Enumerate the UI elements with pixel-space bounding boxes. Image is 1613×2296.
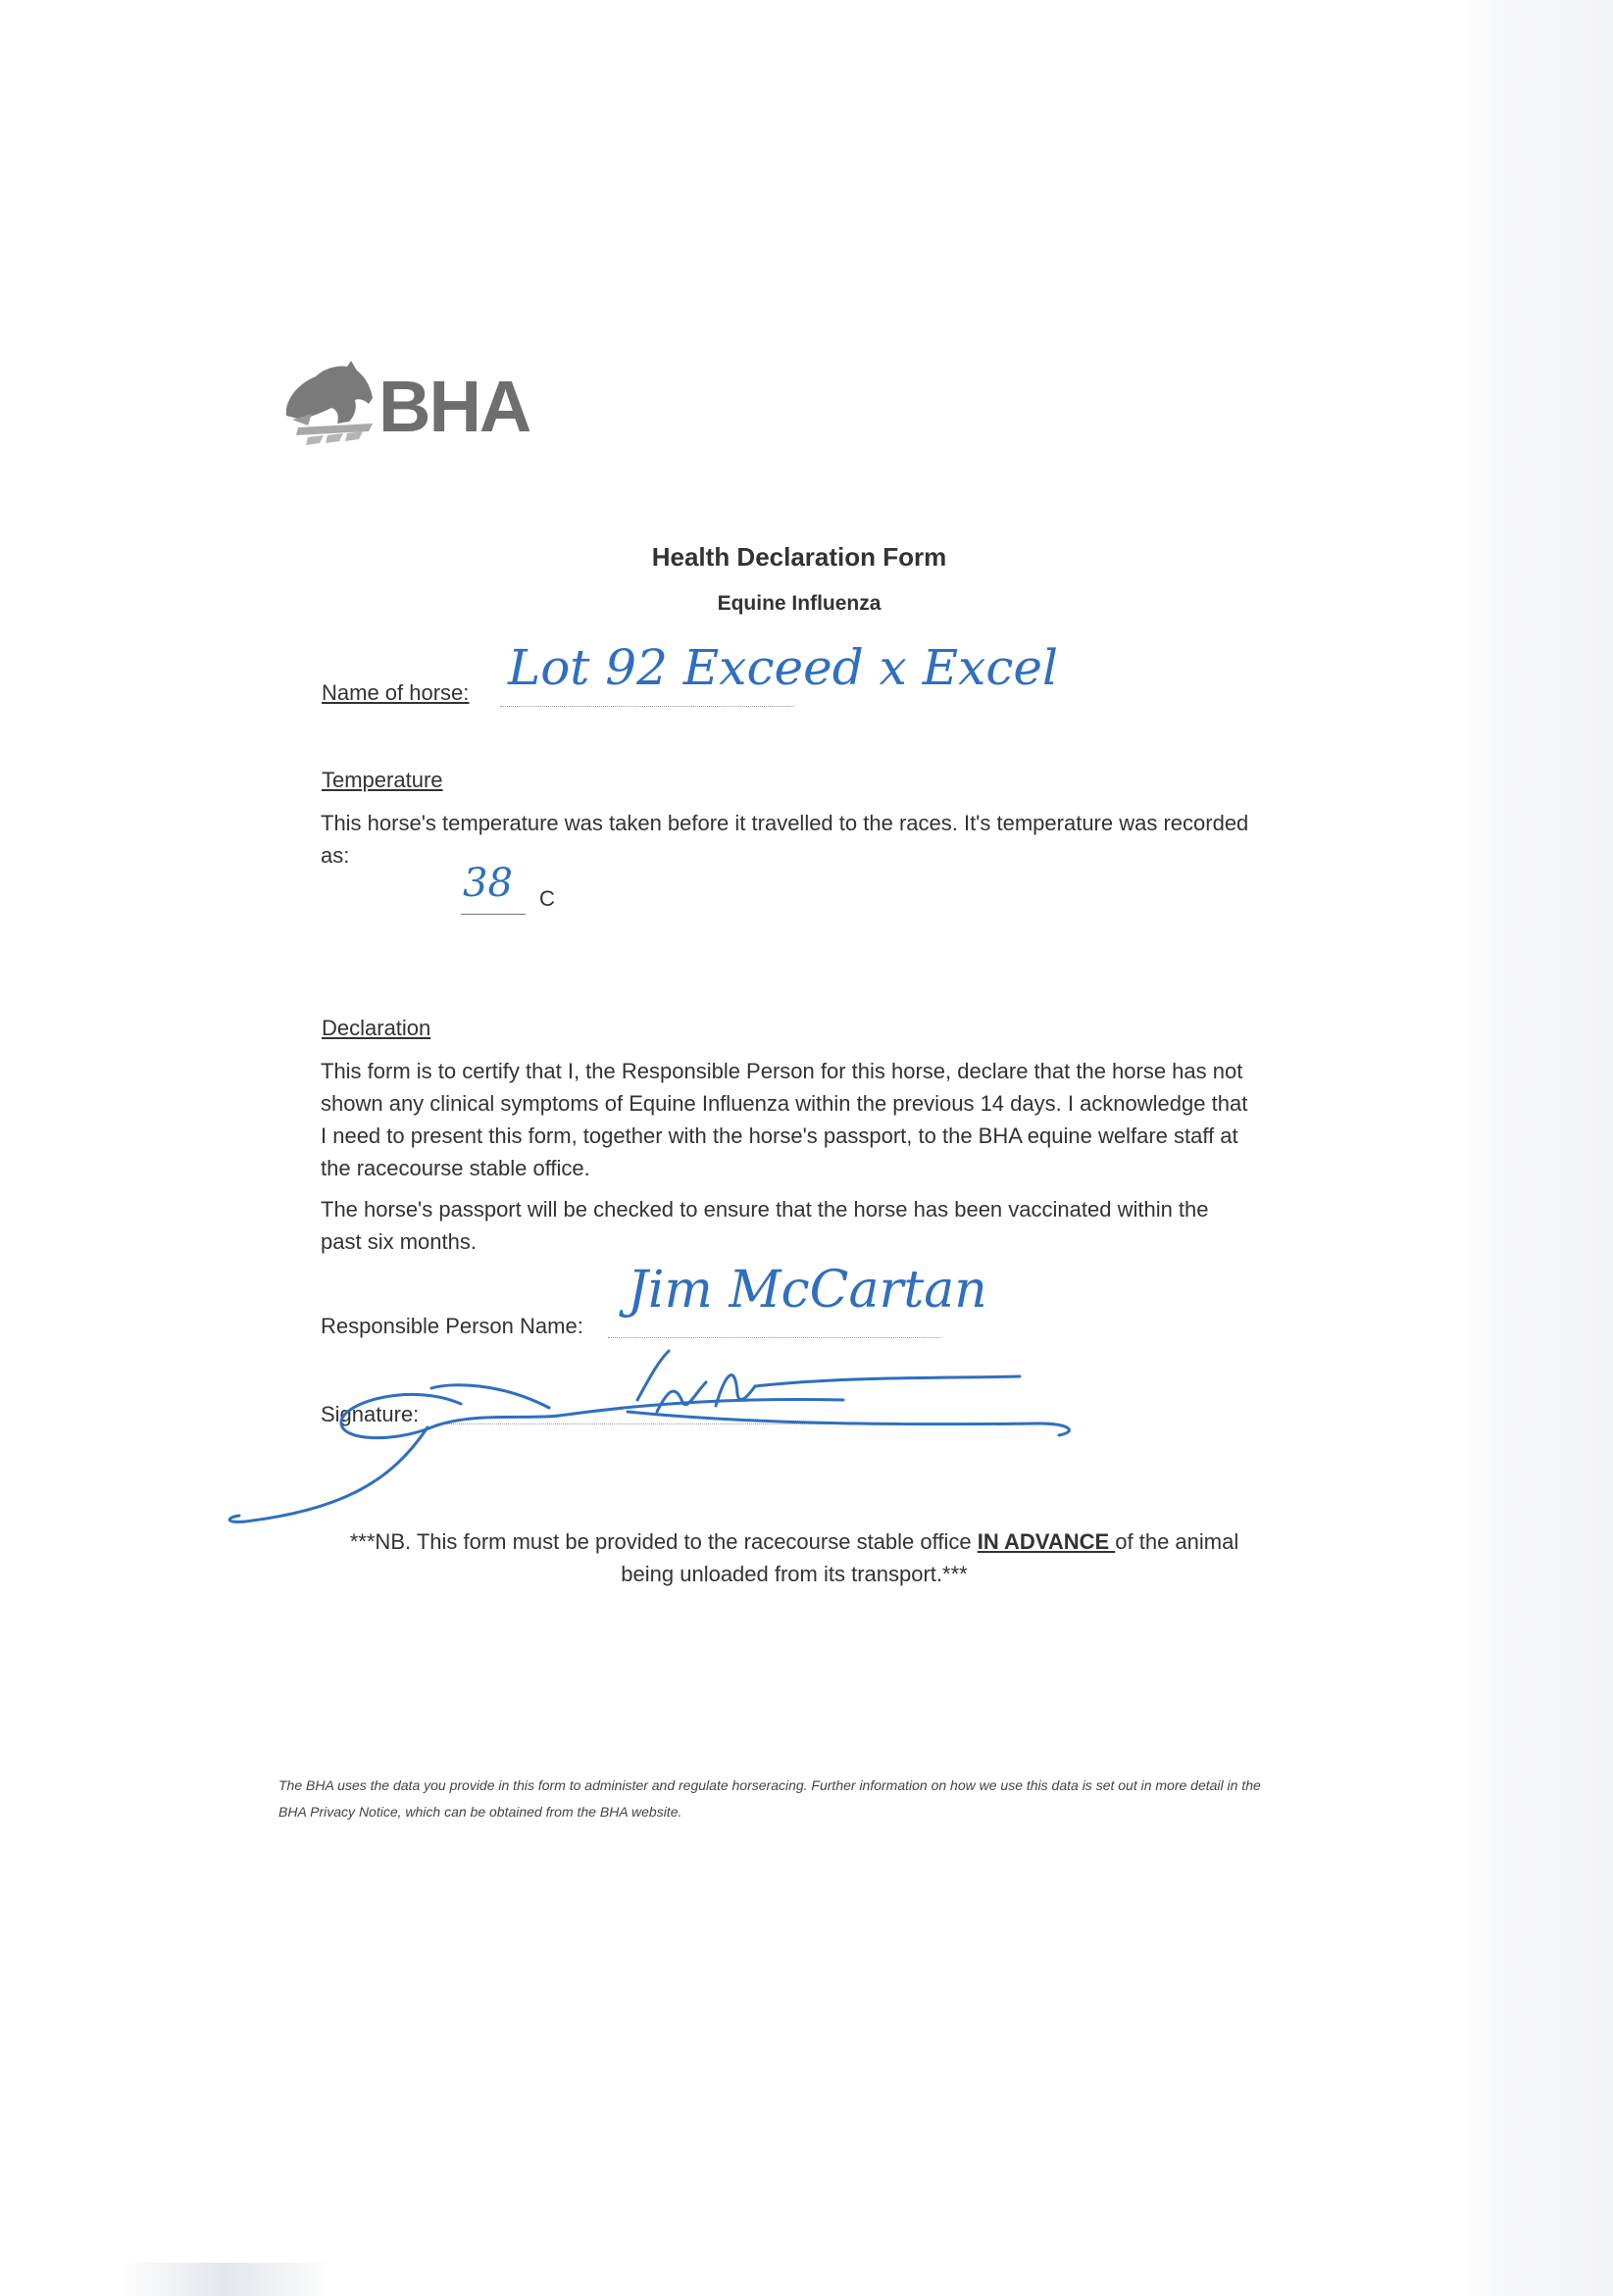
temperature-value: 38 [463, 861, 513, 906]
temperature-line [461, 914, 526, 915]
declaration-paragraph-1: This form is to certify that I, the Responsible Person for this horse, declare that the horse has not shown any clinical symptoms of Equine Influenza within the previous 14 days. I acknowledge that I need to present this form, together with the horse's passport, to the BHA equine welfare staff at the racecourse stable office. [321, 1059, 1248, 1180]
advance-notice [333, 1525, 1255, 1590]
horse-name-value: Lot 92 Exceed x Excel [508, 639, 1058, 696]
temperature-heading: Temperature [322, 768, 443, 792]
responsible-person-value: Jim McCartan [628, 1261, 987, 1320]
declaration-heading: Declaration [322, 1016, 431, 1040]
notice-suffix: of the animal being unloaded from its transport.*** [621, 1529, 1239, 1586]
responsible-person-label: Responsible Person Name: [321, 1314, 583, 1338]
scan-smudge [118, 2263, 333, 2296]
declaration-paragraph-2: The horse's passport will be checked to ensure that the horse has been vaccinated within the past six months. [321, 1197, 1209, 1254]
scan-edge-shadow [1457, 0, 1613, 2296]
handwritten-signature [333, 1343, 1196, 1549]
privacy-footer: The BHA uses the data you provide in this form to administer and regulate horseracing. Further information on how we use this data is set out in more detail in the BHA Privacy Notice, which can be obtained from the BHA website. [278, 1777, 1261, 1820]
horse-name-label: Name of horse: [322, 680, 470, 705]
signature-label: Signature: [321, 1402, 420, 1426]
form-title: Health Declaration Form [651, 542, 947, 572]
form-subtitle: Equine Influenza [717, 592, 882, 615]
bha-logo-text: BHA [378, 366, 530, 447]
horse-name-line [500, 706, 794, 707]
notice-prefix: ***NB. This form must be provided to the racecourse stable office [349, 1529, 978, 1554]
responsible-person-line [608, 1337, 941, 1338]
temperature-text: This horse's temperature was taken before it travelled to the races. It's temperature was recorded as: [321, 811, 1249, 868]
notice-emphasis: IN ADVANCE [977, 1529, 1116, 1554]
temperature-unit: C [539, 886, 555, 911]
